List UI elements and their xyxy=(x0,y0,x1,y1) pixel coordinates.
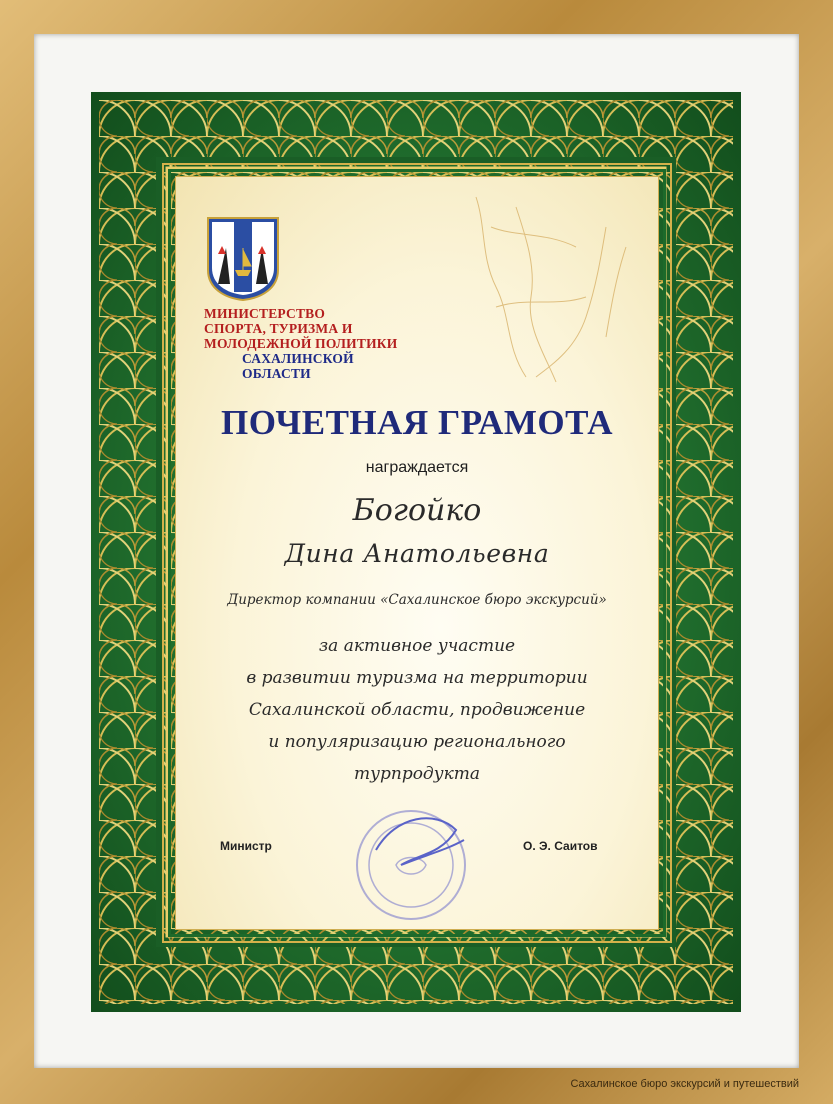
ministry-line: САХАЛИНСКОЙ xyxy=(242,351,354,366)
reason-line: за активное участие xyxy=(318,636,516,656)
certificate-border xyxy=(91,92,741,1012)
reason-line: и популяризацию регионального xyxy=(268,732,566,752)
reason-line: Сахалинской области, продвижение xyxy=(248,700,586,720)
certificate-sheet xyxy=(175,176,659,930)
signatory-name: О. Э. Саитов xyxy=(523,839,598,853)
frame-mat xyxy=(34,34,799,1068)
ministry-line: СПОРТА, ТУРИЗМА И xyxy=(204,321,353,336)
ministry-name xyxy=(204,306,397,381)
sakhalin-coat-of-arms xyxy=(204,214,282,302)
certificate-title: ПОЧЕТНАЯ ГРАМОТА xyxy=(220,403,614,442)
recipient-name: Дина Анатольевна xyxy=(284,539,550,568)
sakhalin-map-watermark xyxy=(456,187,656,387)
ministry-line: МИНИСТЕРСТВО xyxy=(204,306,326,321)
reason-line: в развитии туризма на территории xyxy=(246,668,588,688)
ministry-line: ОБЛАСТИ xyxy=(242,366,311,381)
watermark-caption: Сахалинское бюро экскурсий и путешествий xyxy=(570,1078,799,1090)
award-reason xyxy=(176,630,658,790)
awarded-text: награждается xyxy=(365,459,469,476)
recipient-position: Директор компании «Сахалинское бюро экскурсий» xyxy=(227,592,607,608)
reason-line: турпродукта xyxy=(354,764,480,784)
recipient-surname: Богойко xyxy=(352,493,482,528)
ministry-line: МОЛОДЕЖНОЙ ПОЛИТИКИ xyxy=(204,336,398,351)
signatory-title: Министр xyxy=(220,839,272,853)
official-stamp xyxy=(346,795,476,925)
